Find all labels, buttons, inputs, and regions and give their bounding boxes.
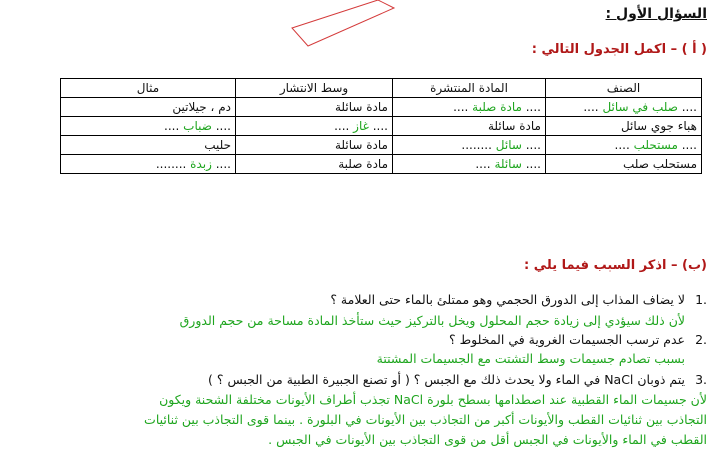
answer-type: مستحلب: [633, 138, 678, 152]
answer-medium: غاز: [353, 119, 369, 133]
table-cell: .... سائلة ....: [393, 155, 546, 174]
table-cell: .... صلب في سائل ....: [546, 98, 702, 117]
table-cell: .... غاز ....: [236, 117, 393, 136]
header-example: مثال: [61, 79, 236, 98]
table-row: [61, 155, 702, 174]
question-number: .3: [695, 372, 707, 387]
header-type: الصنف: [546, 79, 702, 98]
table-cell: مادة سائلة: [236, 136, 393, 155]
table-row: [61, 98, 702, 117]
table-cell: .... سائل ........: [393, 136, 546, 155]
answer-example: ضباب: [183, 119, 212, 133]
table-cell: مادة سائلة: [393, 117, 546, 136]
answer-dispersed: سائل: [495, 138, 522, 152]
answer-1: لأن ذلك سيؤدي إلى زيادة حجم المحلول ويخل بالتركيز حيث ستأخذ المادة مساحة من حجم الدورق: [179, 313, 685, 328]
part-a-label: ( أ ) –: [666, 42, 707, 57]
answer-3-line-3: القطب في الماء والأيونات في الجبس أقل من قوى التجاذب بين الأيونات في الجبس .: [268, 432, 707, 447]
header-dispersed: المادة المنتشرة: [393, 79, 546, 98]
table-cell: .... مستحلب ....: [546, 136, 702, 155]
answer-example: زبدة: [190, 157, 212, 171]
question-number: .2: [695, 332, 707, 347]
answer-dispersed: مادة صلبة: [472, 100, 522, 114]
answer-dispersed: سائلة: [494, 157, 522, 171]
table-cell: مستحلب صلب: [546, 155, 702, 174]
colloid-table: [60, 78, 702, 174]
table-row: [61, 136, 702, 155]
section-title: السؤال الأول :: [605, 6, 707, 22]
question-text: يتم ذوبان NaCl في الماء ولا يحدث ذلك مع الجبس ؟ ( أو تصنع الجبيرة الطبية من الجبس ؟ ): [208, 372, 685, 387]
answer-2: بسبب تصادم جسيمات وسط التشتت مع الجسيمات المشتتة: [376, 351, 685, 366]
part-b-text: اذكر السبب فيما يلي :: [524, 258, 667, 273]
question-text: عدم ترسب الجسيمات الغروية في المخلوط ؟: [449, 332, 685, 347]
table-cell: .... زبدة ........: [61, 155, 236, 174]
part-b-label: (ب) –: [666, 258, 707, 273]
part-b-heading: [524, 258, 707, 273]
table-cell: .... مادة صلبة ....: [393, 98, 546, 117]
part-a-heading: [532, 42, 707, 57]
answer-3-line-2: التجاذب بين ثنائيات القطب والأيونات أكبر من التجاذب بين الأيونات في البلورة . بينما قوى التجاذب بين ثنائيات: [144, 412, 707, 427]
table-cell: مادة صلبة: [236, 155, 393, 174]
table-cell: حليب: [61, 136, 236, 155]
answer-type: صلب في سائل: [602, 100, 678, 114]
table-header-row: [61, 79, 702, 98]
part-a-text: اكمل الجدول التالي :: [531, 42, 667, 57]
answer-3-line-1: لأن جسيمات الماء القطبية عند اصطدامها بسطح بلورة NaCl تجذب أطراف الأيونات مختلفة الشحنة ويكون: [159, 392, 707, 407]
table-row: [61, 117, 702, 136]
table-cell: دم ، جيلاتين: [61, 98, 236, 117]
stamp-mark: [286, 0, 396, 48]
table-cell: مادة سائلة: [236, 98, 393, 117]
question-number: .1: [695, 292, 707, 307]
table-cell: .... ضباب ....: [61, 117, 236, 136]
question-2: [449, 332, 707, 347]
header-medium: وسط الانتشار: [236, 79, 393, 98]
table-cell: هباء جوي سائل: [546, 117, 702, 136]
question-text: لا يضاف المذاب إلى الدورق الحجمي وهو ممتلئ بالماء حتى العلامة ؟: [330, 292, 685, 307]
question-1: [330, 292, 707, 307]
question-3: [208, 372, 707, 387]
